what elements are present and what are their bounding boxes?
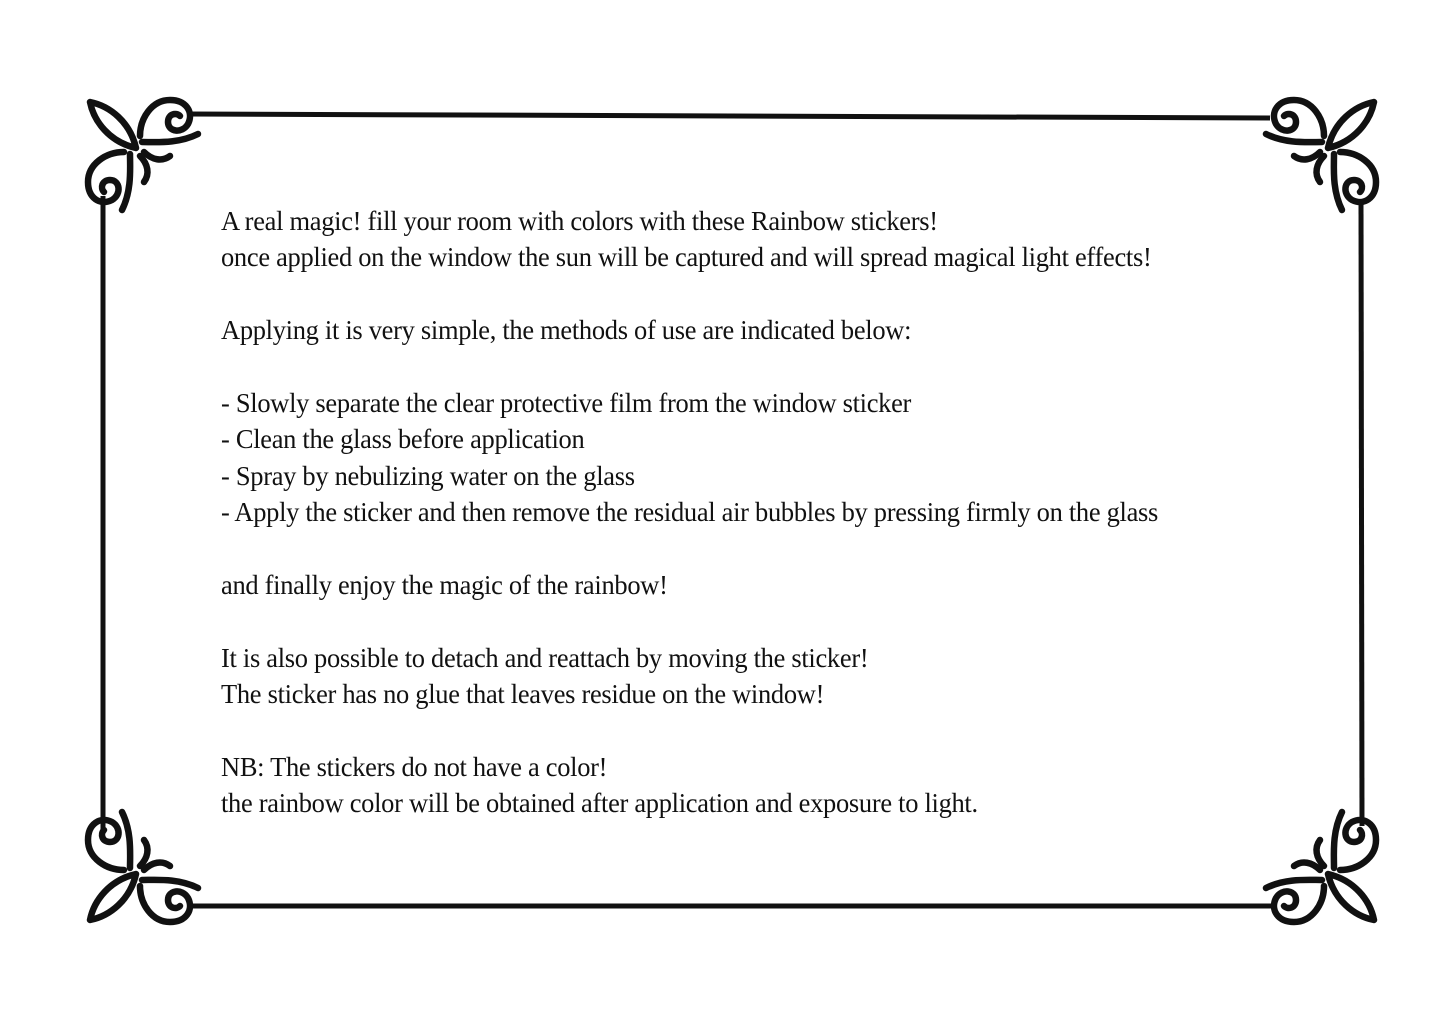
paragraph-gap [221, 712, 1309, 748]
fleur-de-lis-scroll-icon [1266, 100, 1376, 210]
paragraph-gap [221, 603, 1309, 639]
paragraph-gap [221, 349, 1309, 385]
instruction-card-text [221, 203, 1309, 822]
reuse-line-1: It is also possible to detach and reattach by moving the sticker! [221, 642, 869, 673]
step-item: - Clean the glass before application [221, 424, 585, 455]
step-item: - Apply the sticker and then remove the residual air bubbles by pressing firmly on the glass [221, 497, 1159, 528]
note-line-1: NB: The stickers do not have a color! [221, 751, 608, 782]
intro-line-2: once applied on the window the sun will be captured and will spread magical light effects! [221, 242, 1152, 273]
intro-line-1: A real magic! fill your room with colors with these Rainbow stickers! [221, 206, 938, 236]
paragraph-gap [221, 276, 1309, 312]
fleur-de-lis-scroll-icon [88, 100, 198, 210]
note-line-2: the rainbow color will be obtained after application and exposure to light. [221, 788, 978, 819]
fleur-de-lis-scroll-icon [1266, 812, 1376, 922]
step-item: - Slowly separate the clear protective film from the window sticker [221, 387, 912, 418]
applying-heading: Applying it is very simple, the methods of use are indicated below: [221, 315, 912, 346]
fleur-de-lis-scroll-icon [88, 812, 198, 922]
paragraph-gap [221, 531, 1309, 567]
reuse-line-2: The sticker has no glue that leaves residue on the window! [221, 679, 825, 710]
closing-line: and finally enjoy the magic of the rainbow! [221, 569, 668, 600]
step-item: - Spray by nebulizing water on the glass [221, 460, 635, 491]
